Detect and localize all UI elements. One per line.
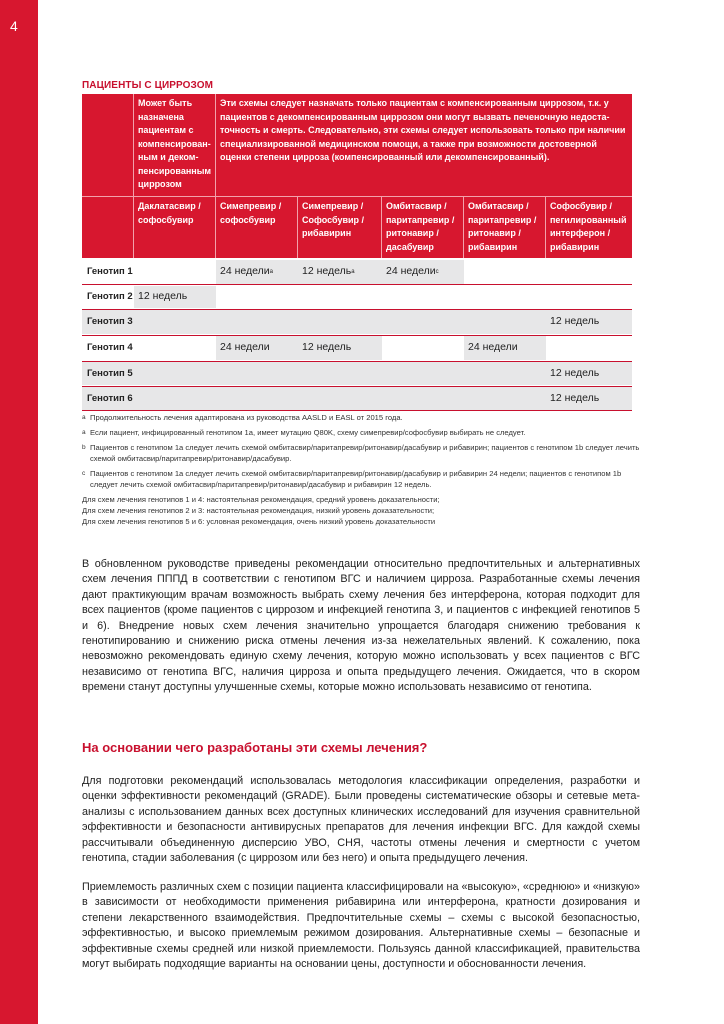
table-cell: 12 недель	[546, 362, 632, 385]
footnote: a Продолжительность лечения адаптирована из руководства AASLD и EASL от 2015 года.	[82, 413, 403, 422]
row-label-genotype-5: Генотип 5	[82, 362, 546, 385]
row-label-genotype-6: Генотип 6	[82, 387, 546, 410]
table-cell: 24 недели c	[382, 260, 464, 284]
header-comp-only-group: Эти схемы следует назначать только пациентам с компенсированным циррозом, т.к. у пациентов с декомпенсированным циррозом они могут вызвать печеночную недоста-точность и смерть. Следовательно, эти схемы следует использовать только при наличии специализированной медицинском помощи, а также при возможности достоверной оценки степени цирроза (компенсированный или декомпенсированный).	[216, 94, 632, 196]
evidence-level-line: Для схем лечения генотипов 1 и 4: настоятельная рекомендация, средний уровень доказательности;	[82, 495, 440, 504]
evidence-level-line: Для схем лечения генотипов 5 и 6: условная рекомендация, очень низкий уровень доказательности	[82, 517, 436, 526]
table-cell: 12 недель	[298, 336, 382, 360]
footnote: a Если пациент, инфицированный генотипом 1a, имеет мутацию Q80K, схему симепревир/софосбувир выбирать не следует.	[82, 428, 526, 437]
treatment-table	[82, 94, 632, 411]
evidence-levels	[82, 494, 642, 527]
row-divider	[82, 284, 632, 285]
evidence-level-line: Для схем лечения генотипов 2 и 3: настоятельная рекомендация, низкий уровень доказательности;	[82, 506, 435, 515]
regimen-header: Омбитасвир / паритапревир / ритонавир / дасабувир	[382, 197, 464, 258]
footnote: c Пациентов с генотипом 1a следует лечить схемой омбитасвир/паритапревир/ритонавир/дасабувир и рибавирин 24 недели; пациентов с генотипом 1b следует лечить схемой омбитасвир/паритапревир/ритонавир/дасабувир и рибавирин 12 недель.	[82, 469, 622, 489]
paragraph-2: Для подготовки рекомендаций использовалась методология классификации определения, разработки и оценки эффективности рекомендаций (GRADE). Были проведены систематические обзоры и сетевые мета-анализы с использованием данных всех доступных клинических исследований для изучения сравнительной эффективности и безопасности антивирусных препаратов для лечения инфекции ВГС. Для каждой схемы рассчитывали объединенную дисперсию УВО, СНЯ, частоты отмены лечения и смертности с учетом генотипа, стадии заболевания (с циррозом или без него) и опыта предыдущего лечения.	[82, 775, 640, 865]
row-divider	[82, 410, 632, 411]
footnote: b Пациентов с генотипом 1a следует лечить схемой омбитасвир/паритапревир/ритонавир/дасабувир и рибавирин; пациентов с генотипом 1b следует лечить схемой омбитасвир/паритапревир/ритонавир/дасабувир.	[82, 443, 640, 463]
table-cell: 24 недели	[216, 336, 298, 360]
page-sidebar	[0, 0, 38, 1024]
paragraph-3: Приемлемость различных схем с позиции пациента классифицировали на «высокую», «среднюю» и «низкую» в зависимости от необходимости применения рибавирина или интерферона, кратности дозирования и степени лекарственного взаимодействия. Предпочтительные схемы – схемы с высокой безопасностью, эффективностью, и высоко приемлемым режимом дозирования. Альтернативные схемы – безопасные и эффективные схемы средней или низкой приемлемости. Пользуясь данной классификацией, правительства могут выбирать подходящие варианты на основании цены, доступности и обоснованности лечения.	[82, 881, 640, 971]
table-cell: 12 недель a	[298, 260, 382, 284]
row-label-genotype-3: Генотип 3	[82, 310, 546, 334]
table-cell: 24 недели	[464, 336, 546, 360]
regimen-header: Софосбувир / пегилированный интерферон / рибавирин	[546, 197, 632, 258]
table-cell: 24 недели a	[216, 260, 298, 284]
section-title: ПАЦИЕНТЫ С ЦИРРОЗОМ	[82, 80, 214, 91]
row-label-genotype-1: Генотип 1	[87, 266, 133, 278]
row-label-genotype-2: Генотип 2	[87, 291, 133, 303]
section-heading: На основании чего разработаны эти схемы лечения?	[82, 740, 428, 755]
table-cell: 12 недель	[134, 286, 216, 308]
regimen-header: Даклатасвир / софосбувир	[134, 197, 216, 258]
table-footnotes	[82, 412, 642, 527]
header-empty-cell-2	[82, 197, 134, 258]
regimen-header: Омбитасвир / паритапревир / ритонавир / рибавирин	[464, 197, 546, 258]
regimen-header: Симепревир / софосбувир	[216, 197, 298, 258]
row-label-genotype-4: Генотип 4	[87, 342, 133, 354]
table-cell: 12 недель	[546, 387, 632, 410]
table-cell: 12 недель	[546, 310, 632, 334]
paragraph-1: В обновленном руководстве приведены рекомендации относительно предпочтительных и альтернативных схем лечения ПППД в соответствии с генотипом ВГС и наличием цирроза. Разработанные схемы лечения дают практикующим врачам возможность выбрать схему лечения без интерферона, которая подходит для всех пациентов (кроме пациентов с циррозом и инфекцией генотипа 3, и пациентов с инфекцией генотипов 5 и 6). Внедрение новых схем лечения значительно упрощается благодаря снижению требования к генотипированию и снижению риска отмены лечения из-за нежелательных явлений. К сожалению, пока невозможно рекомендовать единую схему лечения, которую можно использовать у всех пациентов с ВГС независимо от генотипа ВГС, наличия цирроза и опыта предыдущего лечения. Ожидается, что в скором времени станут доступны улучшенные схемы, которые можно использовать независимо от генотипа.	[82, 558, 640, 694]
header-decomp-group: Может быть назначена пациентам с компенсирован-ным и деком-пенсированным циррозом	[134, 94, 216, 196]
regimen-header: Симепревир / Софосбувир / рибавирин	[298, 197, 382, 258]
page-number: 4	[10, 18, 18, 34]
header-empty-cell	[82, 94, 134, 196]
